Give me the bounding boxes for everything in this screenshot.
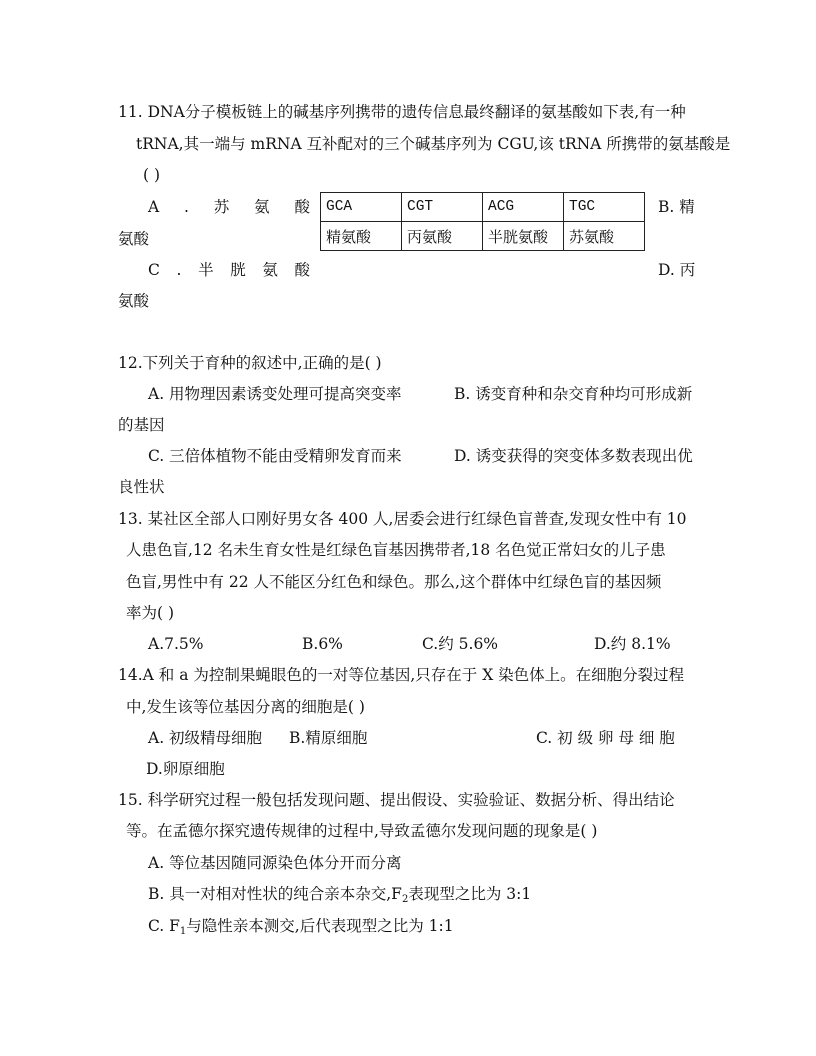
- q14-option-b: B.精原细胞: [289, 729, 368, 747]
- q12-stem: 12.下列关于育种的叙述中,正确的是( ): [118, 354, 382, 372]
- q11-option-c-char1: 半: [198, 261, 214, 279]
- table-row-amino-acids: [321, 222, 645, 251]
- q13-stem-line1: 13. 某社区全部人口刚好男女各 400 人,居委会进行红绿色盲普查,发现女性中有 10: [118, 510, 687, 528]
- q15-stem-line1: 15. 科学研究过程一般包括发现问题、提出假设、实验验证、数据分析、得出结论: [118, 791, 675, 809]
- q11-option-a: [148, 197, 310, 217]
- q12-option-b: B. 诱变育种和杂交育种均可形成新: [454, 385, 693, 403]
- table-cell-codon: ACG: [483, 193, 564, 222]
- table-cell-codon: TGC: [564, 193, 645, 222]
- q15-option-b-post: 表现型之比为 3:1: [408, 885, 532, 903]
- q11-option-c-tail: 氨酸: [118, 292, 150, 310]
- q11-stem-line2: tRNA,其一端与 mRNA 互补配对的三个碱基序列为 CGU,该 tRNA 所携带的氨基酸是: [136, 135, 731, 153]
- q14-stem-line1: 14.A 和 a 为控制果蝇眼色的一对等位基因,只存在于 X 染色体上。在细胞分裂过程: [118, 666, 685, 684]
- q13-option-b: B.6%: [302, 635, 343, 653]
- q14-option-a: A. 初级精母细胞: [148, 729, 263, 747]
- q15-option-c: [148, 916, 454, 942]
- table-cell-amino-acid: 丙氨酸: [402, 222, 483, 251]
- q11-option-c-char2: 胱: [230, 261, 246, 279]
- q15-stem-line2: 等。在孟德尔探究遗传规律的过程中,导致孟德尔发现问题的现象是( ): [126, 822, 598, 840]
- q14-option-d: D.卵原细胞: [146, 760, 225, 778]
- amino-acid-table: [320, 192, 645, 251]
- q15-option-b-subscript: 2: [401, 894, 409, 905]
- q14-stem-line2: 中,发生该等位基因分离的细胞是( ): [126, 698, 365, 716]
- q13-option-c: C.约 5.6%: [422, 635, 499, 653]
- table-cell-amino-acid: 苏氨酸: [564, 222, 645, 251]
- table-cell-amino-acid: 精氨酸: [321, 222, 402, 251]
- q12-option-d: D. 诱变获得的突变体多数表现出优: [454, 447, 693, 465]
- table-cell-amino-acid: 半胱氨酸: [483, 222, 564, 251]
- q11-answer-paren: ( ): [143, 166, 161, 184]
- q11-option-a-letter: A: [148, 198, 160, 216]
- q13-stem-line4: 率为( ): [126, 604, 175, 622]
- q11-option-b-head: B. 精: [658, 198, 695, 216]
- q15-option-c-pre: C. F: [148, 917, 180, 935]
- q13-stem-line3: 色盲,男性中有 22 人不能区分红色和绿色。那么,这个群体中红绿色盲的基因频: [126, 573, 662, 591]
- q11-option-a-char1: 苏: [213, 198, 230, 216]
- q11-option-c: [148, 260, 310, 280]
- table-row-codons: [321, 193, 645, 222]
- q11-option-c-letter: C: [148, 261, 160, 279]
- q12-option-d-cont: 良性状: [118, 478, 165, 496]
- q15-option-b-pre: B. 具一对相对性状的纯合亲本杂交,F: [148, 885, 402, 903]
- q12-option-c: C. 三倍体植物不能由受精卵发育而来: [148, 447, 402, 465]
- q11-option-a-char2: 氨: [254, 198, 270, 216]
- q13-option-d: D.约 8.1%: [594, 635, 671, 653]
- q12-option-a: A. 用物理因素诱变处理可提高突变率: [148, 385, 402, 403]
- q15-option-b: [148, 884, 531, 910]
- q11-stem-line1: 11. DNA分子模板链上的碱基序列携带的遗传信息最终翻译的氨基酸如下表,有一种: [118, 103, 686, 121]
- q13-stem-line2: 人患色盲,12 名未生育女性是红绿色盲基因携带者,18 名色觉正常妇女的儿子患: [126, 541, 666, 559]
- q11-option-c-char4: 酸: [294, 261, 310, 279]
- q11-option-c-dot: .: [176, 261, 182, 279]
- table-cell-codon: GCA: [321, 193, 402, 222]
- q15-option-c-post: 与隐性亲本测交,后代表现型之比为 1:1: [186, 917, 454, 935]
- q12-option-b-cont: 的基因: [118, 416, 165, 434]
- q11-option-c-char3: 氨: [262, 261, 278, 279]
- q13-option-a: A.7.5%: [148, 635, 204, 653]
- q11-option-a-dot: .: [184, 198, 189, 216]
- q11-option-d-head: D. 丙: [658, 261, 696, 279]
- q15-option-c-subscript: 1: [179, 926, 187, 937]
- q15-option-a: A. 等位基因随同源染色体分开而分离: [148, 854, 402, 872]
- q14-option-c: C. 初 级 卵 母 细 胞: [536, 729, 675, 747]
- table-cell-codon: CGT: [402, 193, 483, 222]
- q11-option-a-char3: 酸: [294, 198, 310, 216]
- q11-option-a-tail: 氨酸: [118, 230, 150, 248]
